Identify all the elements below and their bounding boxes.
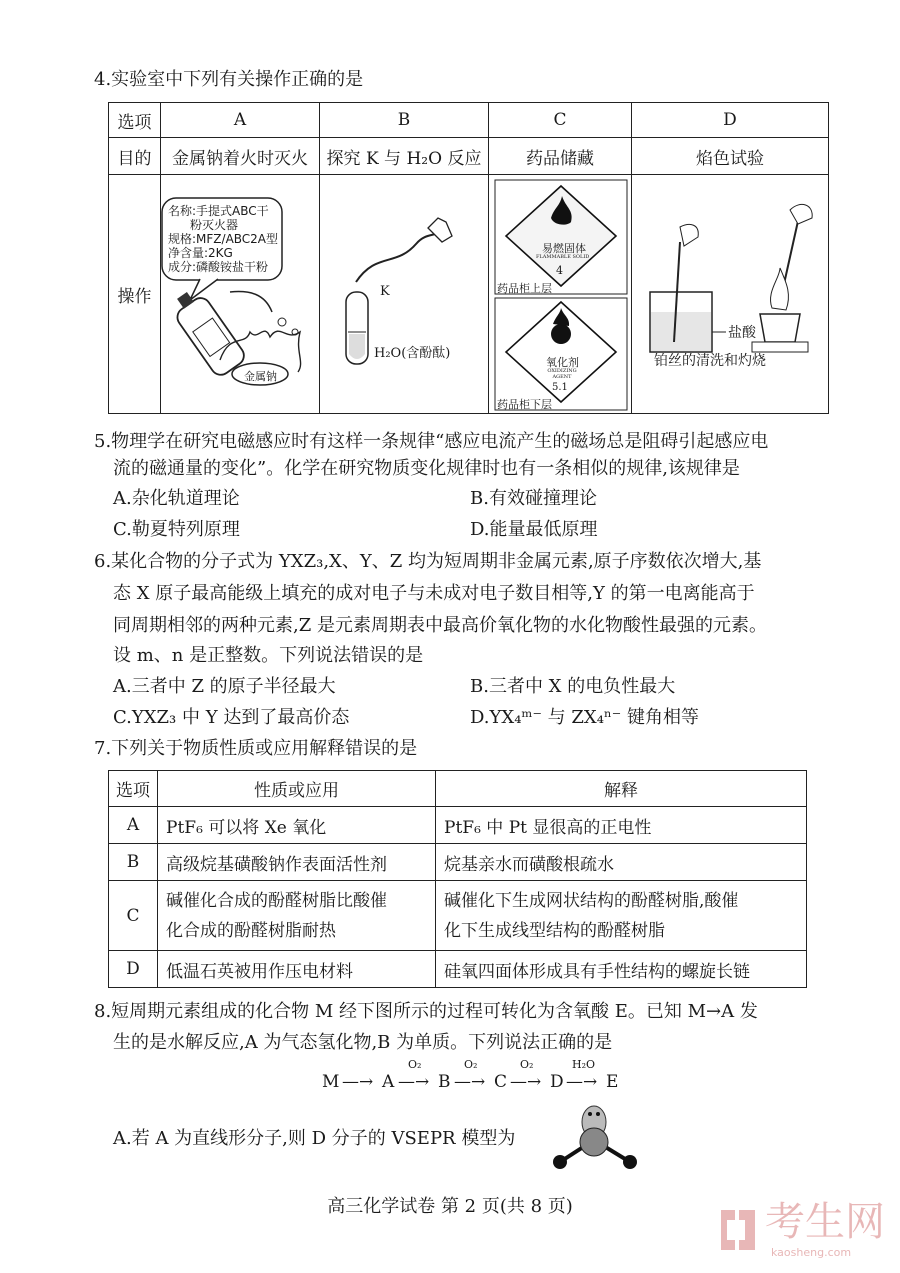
- q6-line: 态 X 原子最高能级上填充的成对电子与未成对电子数目相等,Y 的第一电离能高于: [113, 583, 755, 604]
- q4-purpose-c: 药品储藏: [489, 138, 632, 175]
- q8-option-a: A.若 A 为直线形分子,则 D 分子的 VSEPR 模型为: [113, 1128, 516, 1149]
- extinguisher-label-line: 规格:MFZ/ABC2A型: [168, 232, 279, 246]
- q7-header-explanation: 解释: [436, 771, 807, 807]
- vsepr-molecule-model: [546, 1100, 642, 1176]
- q5-option-a: A.杂化轨道理论: [113, 488, 240, 509]
- chain-species: E: [606, 1072, 619, 1092]
- reaction-chain: [322, 1058, 632, 1098]
- arrow-label: O₂: [464, 1058, 478, 1071]
- q7-row-option: A: [109, 807, 158, 844]
- q4-purpose-b: 探究 K 与 H₂O 反应: [320, 138, 489, 175]
- q7-row-option: C: [109, 881, 158, 951]
- q7-header-property: 性质或应用: [158, 771, 436, 807]
- q7-row-explanation-line: 化下生成线型结构的酚醛树脂: [444, 920, 665, 941]
- q6-line: 6.某化合物的分子式为 YXZ₃,X、Y、Z 均为短周期非金属元素,原子序数依次增大,基: [94, 551, 762, 572]
- oxidizer-en: OXIDIZING AGENT: [547, 368, 577, 380]
- chain-species: D: [550, 1072, 564, 1092]
- potassium-label: K: [380, 284, 390, 299]
- q5-option-c: C.勒夏特列原理: [113, 519, 240, 540]
- flammable-en: FLAMMABLE SOLID: [536, 254, 590, 260]
- extinguisher-label-line: 粉灭火器: [190, 218, 239, 232]
- q7-row-property-line: 碱催化合成的酚醛树脂比酸催: [166, 890, 387, 911]
- arrow-label: O₂: [520, 1058, 534, 1071]
- oxidizer-num: 5.1: [552, 382, 568, 393]
- fire-extinguisher-illustration: [160, 182, 315, 412]
- q5-option-d: D.能量最低原理: [470, 519, 598, 540]
- q4-header-b: B: [320, 103, 489, 138]
- q6-line: 设 m、n 是正整数。下列说法错误的是: [113, 645, 424, 666]
- q7-row-option: D: [109, 951, 158, 988]
- q6-option-b: B.三者中 X 的电负性最大: [470, 676, 676, 697]
- watermark-url: kaosheng.com: [771, 1246, 852, 1259]
- q4-purpose-label: 目的: [109, 138, 161, 175]
- q6-option-c: C.YXZ₃ 中 Y 达到了最高价态: [113, 707, 350, 728]
- q7-row-property: PtF₆ 可以将 Xe 氧化: [158, 807, 436, 844]
- q4-header-option: 选项: [109, 103, 161, 138]
- arrow-label: H₂O: [572, 1058, 596, 1071]
- q4-header-d: D: [632, 103, 829, 138]
- q7-row-property: 低温石英被用作压电材料: [158, 951, 436, 988]
- q7-row-explanation: 烷基亲水而磺酸根疏水: [436, 844, 807, 881]
- extinguisher-label-line: 成分:磷酸铵盐干粉: [168, 260, 269, 274]
- q4-purpose-d: 焰色试验: [632, 138, 829, 175]
- hydrochloric-acid-label: 盐酸: [728, 325, 756, 341]
- oxidizer-label: 氧化剂: [546, 356, 579, 369]
- chain-species: M: [322, 1072, 340, 1092]
- extinguisher-label-line: 名称:手提式ABC干: [168, 204, 269, 218]
- q5-option-b: B.有效碰撞理论: [470, 488, 597, 509]
- q6-option-a: A.三者中 Z 的原子半径最大: [113, 676, 336, 697]
- q7-row-explanation: 硅氧四面体形成具有手性结构的螺旋长链: [436, 951, 807, 988]
- bottom-shelf-label: 药品柜下层: [497, 398, 552, 411]
- arrow-icon: —→: [454, 1072, 486, 1092]
- chain-species: B: [438, 1072, 451, 1092]
- arrow-icon: —→: [398, 1072, 430, 1092]
- q7-row-explanation: [436, 881, 807, 951]
- arrow-label: O₂: [408, 1058, 422, 1071]
- sodium-label: 金属钠: [244, 370, 277, 383]
- arrow-icon: —→: [342, 1072, 374, 1092]
- q6-line: 同周期相邻的两种元素,Z 是元素周期表中最高价氧化物的水化物酸性最强的元素。: [113, 615, 767, 636]
- top-shelf-label: 药品柜上层: [497, 282, 552, 295]
- q4-header-c: C: [489, 103, 632, 138]
- q5-line: 5.物理学在研究电磁感应时有这样一条规律“感应电流产生的磁场总是阻碍引起感应电: [94, 431, 769, 452]
- chain-species: C: [494, 1072, 508, 1092]
- q6-option-d: D.YX₄ᵐ⁻ 与 ZX₄ⁿ⁻ 键角相等: [470, 707, 699, 728]
- water-label: H₂O(含酚酞): [374, 346, 451, 361]
- q7-row-property: [158, 881, 436, 951]
- potassium-water-illustration: [316, 182, 476, 412]
- q4-header-a: A: [161, 103, 320, 138]
- extinguisher-label-line: 净含量:2KG: [168, 246, 233, 260]
- q4-op-label: 操作: [109, 175, 161, 414]
- page-footer: 高三化学试卷 第 2 页(共 8 页): [327, 1196, 573, 1217]
- q7-row-explanation-line: 碱催化下生成网状结构的酚醛树脂,酸催: [444, 890, 739, 911]
- q7-row-property-line: 化合成的酚醛树脂耐热: [166, 920, 336, 941]
- arrow-icon: —→: [510, 1072, 542, 1092]
- q7-row-property: 高级烷基磺酸钠作表面活性剂: [158, 844, 436, 881]
- q7-row-explanation: PtF₆ 中 Pt 显很高的正电性: [436, 807, 807, 844]
- arrow-icon: —→: [566, 1072, 598, 1092]
- watermark-brand: 考生网: [765, 1199, 885, 1245]
- q7-header-option: 选项: [109, 771, 158, 807]
- flammable-num: 4: [556, 264, 563, 277]
- q5-line: 流的磁通量的变化”。化学在研究物质变化规律时也有一条相似的规律,该规律是: [113, 458, 740, 479]
- flammable-label: 易燃固体: [542, 242, 586, 255]
- q7-stem: 7.下列关于物质性质或应用解释错误的是: [94, 738, 418, 759]
- q8-line: 8.短周期元素组成的化合物 M 经下图所示的过程可转化为含氧酸 E。已知 M→A 发: [94, 1001, 758, 1022]
- watermark-logo-icon: [715, 1206, 761, 1252]
- q7-row-option: B: [109, 844, 158, 881]
- q4-stem: 4.实验室中下列有关操作正确的是: [94, 69, 364, 90]
- storage-illustration: [494, 178, 628, 412]
- flame-test-caption: 铂丝的清洗和灼烧: [654, 353, 766, 369]
- chain-species: A: [382, 1072, 395, 1092]
- q8-line: 生的是水解反应,A 为气态氢化物,B 为单质。下列说法正确的是: [113, 1032, 613, 1053]
- flame-test-illustration: [640, 182, 828, 412]
- q7-table: [108, 770, 807, 988]
- q4-purpose-a: 金属钠着火时灭火: [161, 138, 320, 175]
